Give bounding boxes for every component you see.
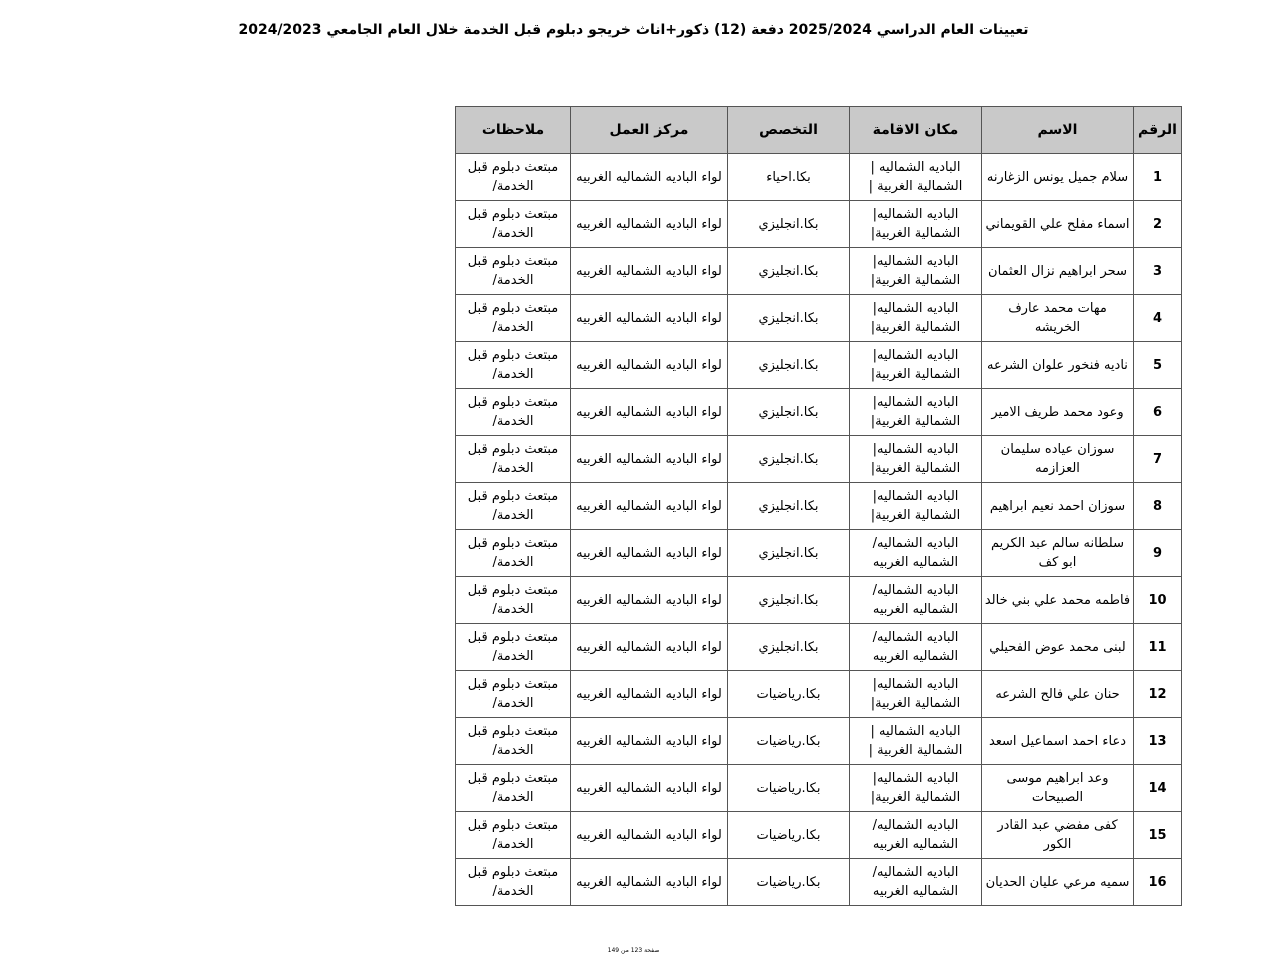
cell-workplace: لواء الباديه الشماليه الغربيه <box>571 389 728 436</box>
cell-notes: مبتعث دبلوم قبل الخدمة/ <box>456 389 571 436</box>
cell-specialty: بكا.رياضيات <box>728 718 850 765</box>
cell-residence: الباديه الشماليه/الشماليه الغربيه <box>850 530 982 577</box>
header-specialty: التخصص <box>728 107 850 154</box>
cell-residence: الباديه الشماليه|الشمالية الغربية| <box>850 389 982 436</box>
cell-specialty: بكا.انجليزي <box>728 483 850 530</box>
cell-num: 5 <box>1134 342 1182 389</box>
cell-num: 6 <box>1134 389 1182 436</box>
cell-specialty: بكا.انجليزي <box>728 624 850 671</box>
table-header-row <box>456 107 1182 154</box>
cell-workplace: لواء الباديه الشماليه الغربيه <box>571 624 728 671</box>
cell-num: 16 <box>1134 859 1182 906</box>
table-row <box>456 859 1182 906</box>
cell-workplace: لواء الباديه الشماليه الغربيه <box>571 295 728 342</box>
page-footer: صفحة 123 من 149 <box>607 947 660 954</box>
cell-specialty: بكا.انجليزي <box>728 201 850 248</box>
cell-residence: الباديه الشماليه|الشمالية الغربية| <box>850 295 982 342</box>
cell-notes: مبتعث دبلوم قبل الخدمة/ <box>456 248 571 295</box>
header-workplace: مركز العمل <box>571 107 728 154</box>
cell-num: 1 <box>1134 154 1182 201</box>
cell-notes: مبتعث دبلوم قبل الخدمة/ <box>456 812 571 859</box>
cell-residence: الباديه الشماليه |الشمالية الغربية | <box>850 718 982 765</box>
cell-notes: مبتعث دبلوم قبل الخدمة/ <box>456 765 571 812</box>
header-num: الرقم <box>1134 107 1182 154</box>
cell-notes: مبتعث دبلوم قبل الخدمة/ <box>456 718 571 765</box>
cell-num: 4 <box>1134 295 1182 342</box>
cell-num: 9 <box>1134 530 1182 577</box>
cell-residence: الباديه الشماليه|الشمالية الغربية| <box>850 342 982 389</box>
cell-specialty: بكا.احياء <box>728 154 850 201</box>
cell-specialty: بكا.انجليزي <box>728 389 850 436</box>
cell-residence: الباديه الشماليه/الشماليه الغربيه <box>850 812 982 859</box>
cell-residence: الباديه الشماليه|الشمالية الغربية| <box>850 436 982 483</box>
cell-specialty: بكا.رياضيات <box>728 671 850 718</box>
table-row <box>456 248 1182 295</box>
table-row <box>456 342 1182 389</box>
cell-residence: الباديه الشماليه/الشماليه الغربيه <box>850 577 982 624</box>
cell-workplace: لواء الباديه الشماليه الغربيه <box>571 859 728 906</box>
table-row <box>456 577 1182 624</box>
cell-workplace: لواء الباديه الشماليه الغربيه <box>571 342 728 389</box>
cell-residence: الباديه الشماليه|الشمالية الغربية| <box>850 248 982 295</box>
cell-workplace: لواء الباديه الشماليه الغربيه <box>571 154 728 201</box>
cell-specialty: بكا.رياضيات <box>728 812 850 859</box>
cell-name: سلام جميل يونس الزغارنه <box>982 154 1134 201</box>
cell-name: سوزان عياده سليمان العزازمه <box>982 436 1134 483</box>
table-row <box>456 295 1182 342</box>
table-row <box>456 436 1182 483</box>
document-title: تعيينات العام الدراسي 2025/2024 دفعة (12) ذكور+اناث خريجو دبلوم قبل الخدمة خلال العام الجامعي 2024/2023 <box>238 22 1029 38</box>
cell-num: 15 <box>1134 812 1182 859</box>
cell-num: 8 <box>1134 483 1182 530</box>
cell-name: كفى مفضي عبد القادر الكور <box>982 812 1134 859</box>
cell-specialty: بكا.رياضيات <box>728 859 850 906</box>
cell-name: حنان علي فالح الشرعه <box>982 671 1134 718</box>
cell-notes: مبتعث دبلوم قبل الخدمة/ <box>456 530 571 577</box>
cell-specialty: بكا.انجليزي <box>728 248 850 295</box>
table-row <box>456 483 1182 530</box>
cell-residence: الباديه الشماليه/الشماليه الغربيه <box>850 624 982 671</box>
table-row <box>456 671 1182 718</box>
appointments-table <box>455 106 1182 906</box>
cell-notes: مبتعث دبلوم قبل الخدمة/ <box>456 624 571 671</box>
cell-notes: مبتعث دبلوم قبل الخدمة/ <box>456 436 571 483</box>
cell-notes: مبتعث دبلوم قبل الخدمة/ <box>456 577 571 624</box>
cell-residence: الباديه الشماليه|الشمالية الغربية| <box>850 201 982 248</box>
cell-workplace: لواء الباديه الشماليه الغربيه <box>571 765 728 812</box>
cell-workplace: لواء الباديه الشماليه الغربيه <box>571 530 728 577</box>
cell-residence: الباديه الشماليه|الشمالية الغربية| <box>850 483 982 530</box>
cell-workplace: لواء الباديه الشماليه الغربيه <box>571 718 728 765</box>
cell-workplace: لواء الباديه الشماليه الغربيه <box>571 201 728 248</box>
cell-residence: الباديه الشماليه |الشمالية الغربية | <box>850 154 982 201</box>
cell-name: وعود محمد طريف الامير <box>982 389 1134 436</box>
table-row <box>456 154 1182 201</box>
cell-name: سحر ابراهيم نزال العثمان <box>982 248 1134 295</box>
cell-name: دعاء احمد اسماعيل اسعد <box>982 718 1134 765</box>
cell-specialty: بكا.رياضيات <box>728 765 850 812</box>
header-notes: ملاحظات <box>456 107 571 154</box>
cell-notes: مبتعث دبلوم قبل الخدمة/ <box>456 859 571 906</box>
cell-num: 12 <box>1134 671 1182 718</box>
cell-notes: مبتعث دبلوم قبل الخدمة/ <box>456 483 571 530</box>
cell-notes: مبتعث دبلوم قبل الخدمة/ <box>456 295 571 342</box>
cell-num: 2 <box>1134 201 1182 248</box>
cell-name: فاطمه محمد علي بني خالد <box>982 577 1134 624</box>
cell-workplace: لواء الباديه الشماليه الغربيه <box>571 577 728 624</box>
cell-notes: مبتعث دبلوم قبل الخدمة/ <box>456 154 571 201</box>
cell-specialty: بكا.انجليزي <box>728 577 850 624</box>
cell-name: ناديه فنخور علوان الشرعه <box>982 342 1134 389</box>
cell-residence: الباديه الشماليه|الشمالية الغربية| <box>850 765 982 812</box>
cell-workplace: لواء الباديه الشماليه الغربيه <box>571 248 728 295</box>
table-row <box>456 812 1182 859</box>
cell-name: وعد ابراهيم موسى الصبيحات <box>982 765 1134 812</box>
cell-num: 14 <box>1134 765 1182 812</box>
cell-num: 10 <box>1134 577 1182 624</box>
cell-num: 11 <box>1134 624 1182 671</box>
table-row <box>456 624 1182 671</box>
cell-num: 13 <box>1134 718 1182 765</box>
cell-workplace: لواء الباديه الشماليه الغربيه <box>571 671 728 718</box>
cell-name: سوزان احمد نعيم ابراهيم <box>982 483 1134 530</box>
cell-workplace: لواء الباديه الشماليه الغربيه <box>571 812 728 859</box>
cell-name: سميه مرعي عليان الحديان <box>982 859 1134 906</box>
table-body <box>456 154 1182 906</box>
table-row <box>456 718 1182 765</box>
cell-workplace: لواء الباديه الشماليه الغربيه <box>571 483 728 530</box>
table-row <box>456 530 1182 577</box>
cell-name: سلطانه سالم عبد الكريم ابو كف <box>982 530 1134 577</box>
cell-name: لبنى محمد عوض الفحيلي <box>982 624 1134 671</box>
cell-num: 7 <box>1134 436 1182 483</box>
cell-specialty: بكا.انجليزي <box>728 530 850 577</box>
cell-name: مهات محمد عارف الخريشه <box>982 295 1134 342</box>
cell-specialty: بكا.انجليزي <box>728 436 850 483</box>
cell-residence: الباديه الشماليه|الشمالية الغربية| <box>850 671 982 718</box>
cell-name: اسماء مفلح علي القويماني <box>982 201 1134 248</box>
cell-notes: مبتعث دبلوم قبل الخدمة/ <box>456 201 571 248</box>
cell-specialty: بكا.انجليزي <box>728 342 850 389</box>
cell-notes: مبتعث دبلوم قبل الخدمة/ <box>456 671 571 718</box>
header-residence: مكان الاقامة <box>850 107 982 154</box>
table-row <box>456 201 1182 248</box>
cell-notes: مبتعث دبلوم قبل الخدمة/ <box>456 342 571 389</box>
cell-specialty: بكا.انجليزي <box>728 295 850 342</box>
cell-num: 3 <box>1134 248 1182 295</box>
table-row <box>456 389 1182 436</box>
header-name: الاسم <box>982 107 1134 154</box>
cell-workplace: لواء الباديه الشماليه الغربيه <box>571 436 728 483</box>
cell-residence: الباديه الشماليه/الشماليه الغربيه <box>850 859 982 906</box>
table-row <box>456 765 1182 812</box>
